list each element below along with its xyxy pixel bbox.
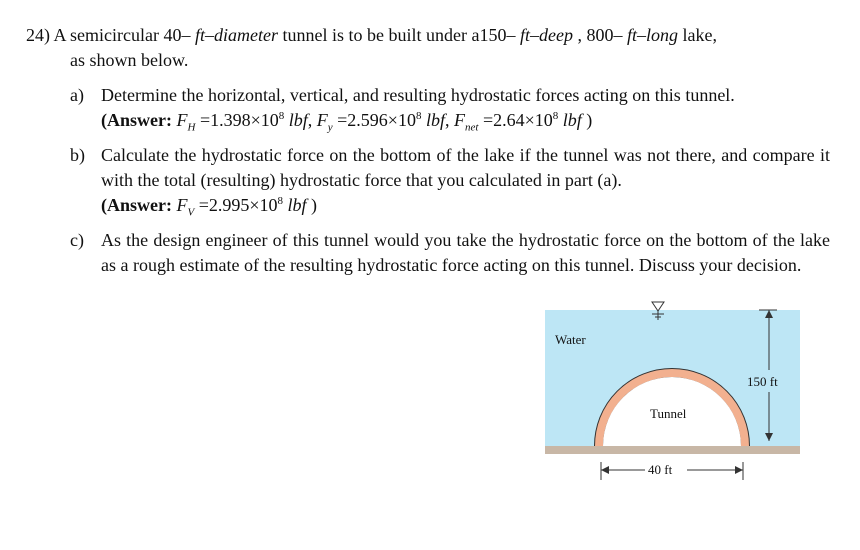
sub-y: y [327, 121, 333, 134]
problem-text-2: tunnel is to be built under a150 [277, 25, 507, 45]
part-b-label: b) [70, 145, 85, 165]
unit-lbf: lbf [287, 195, 307, 215]
answer-label: (Answer: [101, 110, 172, 130]
term-deep: deep [538, 25, 573, 45]
exponent: 8 [278, 110, 285, 122]
sub-net: net [464, 121, 479, 134]
problem-text-4: lake, [677, 25, 717, 45]
part-a-label: a) [70, 85, 84, 105]
part-b-question: Calculate the hydrostatic force on the bottom of the lake if the tunnel was not there, and compare it with the total (resulting) hydrostatic force that you calculated in part (a). [101, 145, 830, 190]
tunnel-figure [545, 300, 805, 500]
unit-ft: ft [519, 25, 530, 45]
dash: – [181, 25, 191, 45]
problem-text-1: A semicircular 40 [53, 25, 182, 45]
part-c-text: As the design engineer of this tunnel would you take the hydrostatic force on the bottom of the lake as a rough estimate of the resulting hydrostatic force acting on this tunnel. Discuss your decision. [101, 230, 830, 275]
part-a-question: Determine the horizontal, vertical, and resulting hydrostatic forces acting on this tunnel. [101, 85, 735, 105]
lake-bottom [545, 446, 800, 454]
close-paren: ) [306, 195, 318, 215]
symbol-F: F [176, 195, 188, 215]
unit-lbf: lbf [562, 110, 582, 130]
part-a-text: Determine the horizontal, vertical, and resulting hydrostatic forces acting on this tunnel. (Answer: $F_H =1.398\times 10^8$ lbf, $F_y =2.596\times 10^8$ lbf, $F_{net} =2.64\times 10^8$ lbf ) [101, 85, 735, 134]
symbol-F: F [176, 110, 188, 130]
answer-label: (Answer: [101, 195, 172, 215]
unit-lbf: lbf [288, 110, 308, 130]
problem-text-5: as shown below. [70, 50, 189, 70]
part-b-text [101, 143, 830, 218]
width-label: 40 ft [648, 462, 673, 477]
part-c-label: c) [70, 230, 84, 250]
part-c [70, 228, 830, 278]
value-FH: =1.398×10 [195, 110, 279, 130]
exponent: 8 [277, 195, 284, 207]
exponent: 8 [415, 110, 422, 122]
unit-lbf: lbf [425, 110, 445, 130]
close-paren: ) [581, 110, 593, 130]
unit-ft: ft [194, 25, 205, 45]
unit-ft: ft [626, 25, 637, 45]
value-Fy: =2.596×10 [332, 110, 416, 130]
symbol-F: F [453, 110, 465, 130]
problem-text-3: , 800 [572, 25, 614, 45]
water-label: Water [555, 332, 586, 347]
value-Fnet: =2.64×10 [478, 110, 553, 130]
tunnel-diagram [545, 300, 805, 495]
part-b [70, 143, 830, 218]
sub-H: H [187, 121, 196, 134]
term-long: long [645, 25, 678, 45]
part-a [70, 83, 830, 133]
depth-label: 150 ft [747, 374, 778, 389]
symbol-F: F [316, 110, 328, 130]
dash: – [205, 25, 214, 45]
problem-statement: 24) A semicircular 40– ft–diameter tunnel is to be built under a150– ft–deep , 800– ft–long lake, as shown below. [26, 23, 826, 73]
term-diameter: diameter [214, 25, 278, 45]
exponent: 8 [552, 110, 559, 122]
value-FV: =2.995×10 [194, 195, 278, 215]
problem-number: 24) [26, 25, 50, 45]
sub-V: V [187, 206, 195, 219]
tunnel-label: Tunnel [650, 406, 687, 421]
